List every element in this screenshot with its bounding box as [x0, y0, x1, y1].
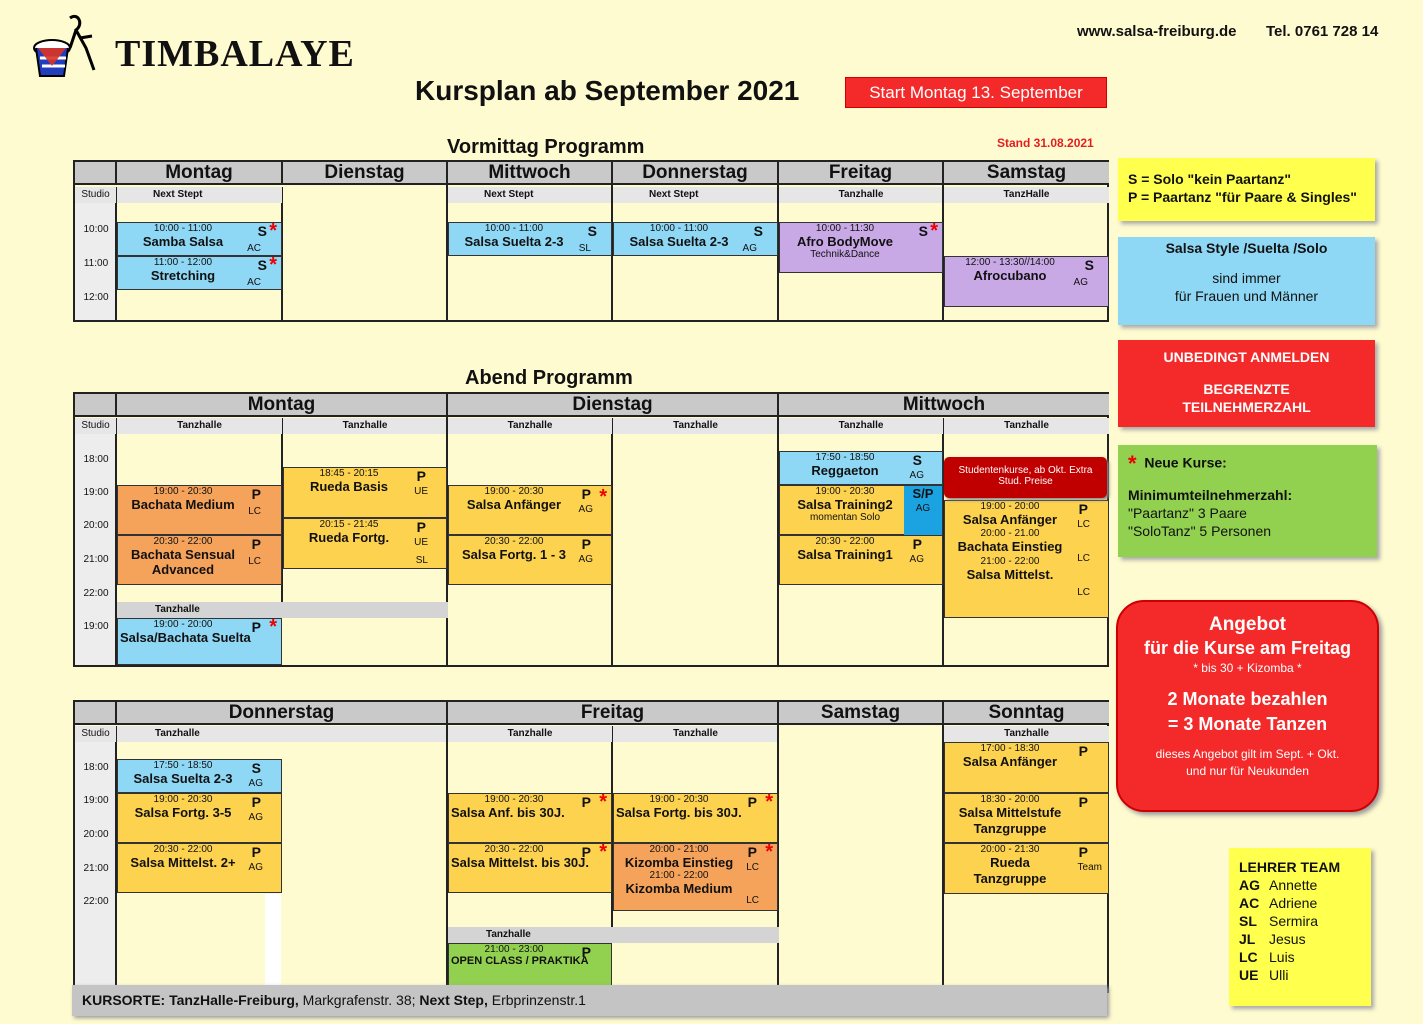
teacher-code: LC	[1239, 949, 1258, 965]
time-label: 19:00	[83, 621, 109, 632]
style-text: für Frauen und Männer	[1174, 288, 1319, 304]
course-type: S	[587, 223, 597, 239]
new-course-star: *	[269, 254, 277, 276]
min-pairs: "Paartanz" 3 Paare	[1128, 505, 1247, 521]
studio-label: Studio	[75, 187, 117, 203]
course-type: P	[251, 794, 261, 810]
new-course-star: *	[930, 220, 938, 242]
teacher-code: SL	[578, 243, 591, 254]
course-block[interactable]	[117, 485, 282, 535]
teacher-team-note	[1229, 848, 1371, 1006]
studio-header	[75, 162, 117, 185]
course-time: 21:00 - 22:00	[649, 870, 709, 881]
time-label: 18:00	[83, 762, 109, 773]
location-label: Tanzhalle	[117, 602, 448, 618]
teacher-code: AG	[909, 470, 924, 481]
time-label: 19:00	[83, 487, 109, 498]
team-list	[1239, 877, 1361, 983]
teacher-code: AG	[909, 554, 924, 565]
register-text: TEILNEHMERZAHL	[1182, 399, 1311, 415]
new-course-star: *	[1128, 451, 1137, 476]
course-type: P	[416, 468, 426, 484]
course-time: 19:00 - 20:30	[153, 486, 213, 497]
course-type: P	[581, 536, 591, 552]
course-name: Salsa Suelta 2-3	[133, 771, 233, 786]
course-block[interactable]	[117, 793, 282, 843]
teacher-code: Team	[1077, 862, 1102, 873]
course-time: 20:00 - 21:00	[649, 844, 709, 855]
location-label: TanzHalle	[944, 187, 1109, 203]
course-time: 17:50 - 18:50	[815, 452, 875, 463]
course-block[interactable]	[779, 485, 943, 535]
new-course-star: *	[269, 220, 277, 242]
teacher-name: Luis	[1269, 949, 1295, 965]
course-name: Salsa Fortg. 3-5	[134, 805, 232, 820]
offer-dance: = 3 Monate Tanzen	[1167, 714, 1328, 734]
day-header: Sonntag	[944, 702, 1109, 725]
course-time: 18:30 - 20:00	[980, 794, 1040, 805]
teacher-name: Ulli	[1269, 967, 1289, 983]
course-time: 19:00 - 20:00	[153, 619, 213, 630]
course-block[interactable]	[448, 535, 612, 585]
teacher-code: AG	[248, 862, 263, 873]
course-name: Bachata Medium	[131, 497, 235, 512]
page-title: Kursplan ab September 2021	[415, 75, 800, 106]
course-time: 19:00 - 20:30	[815, 486, 875, 497]
course-name: Bachata Einstieg	[957, 539, 1063, 554]
time-label: 21:00	[83, 863, 109, 874]
time-label: 20:00	[83, 829, 109, 840]
studio-label: Studio	[75, 418, 117, 434]
white-strip	[265, 894, 281, 991]
course-time: 19:00 - 20:00	[980, 501, 1040, 512]
course-name: Salsa Training1	[797, 547, 893, 562]
course-name: Salsa/Bachata Suelta	[120, 630, 251, 645]
course-block[interactable]	[448, 843, 612, 893]
teacher-code: UE	[414, 537, 428, 548]
course-type: S	[257, 257, 267, 273]
course-name: Salsa Mittelst.	[966, 567, 1054, 582]
course-time: 20:30 - 22:00	[153, 536, 213, 547]
new-courses-heading	[1128, 451, 1367, 477]
new-course-star: *	[599, 841, 607, 863]
course-type: S	[918, 223, 928, 239]
course-type: S/P	[912, 486, 934, 501]
course-block[interactable]	[448, 222, 612, 256]
course-type: P	[1078, 794, 1088, 810]
student-course-badge[interactable]: Studentenkurse, ab Okt. Extra Stud. Preise	[944, 457, 1107, 498]
teacher-name: Adriene	[1269, 895, 1318, 911]
course-time: 21:00 - 22:00	[980, 556, 1040, 567]
offer-validity: dieses Angebot gilt im Sept. + Okt.	[1155, 747, 1340, 761]
course-block[interactable]	[448, 943, 612, 991]
teacher-code: LC	[248, 556, 261, 567]
day-header: Mittwoch	[448, 162, 613, 185]
course-type: S	[753, 223, 763, 239]
course-name: Rueda Basis	[309, 479, 389, 494]
location-label: Next Stept	[448, 187, 613, 203]
teacher-code: AC	[1239, 895, 1260, 911]
team-member	[1239, 913, 1361, 929]
course-type: P	[251, 486, 261, 502]
offer-subtitle: für die Kurse am Freitag	[1143, 638, 1352, 658]
course-name: Afrocubano	[973, 268, 1047, 283]
course-block[interactable]	[117, 535, 282, 585]
brand-name: TIMBALAYE	[115, 33, 355, 75]
course-block[interactable]	[779, 451, 943, 485]
course-time: 20:00 - 21.00	[980, 528, 1040, 539]
evening-table-2	[73, 700, 1109, 993]
time-label: 21:00	[83, 554, 109, 565]
time-label: 22:00	[83, 588, 109, 599]
morning-table	[73, 160, 1109, 322]
teacher-code: AC	[247, 277, 261, 288]
register-text: UNBEDINGT ANMELDEN	[1163, 349, 1330, 365]
course-name: Bachata Sensual Advanced	[130, 547, 236, 577]
team-member	[1239, 967, 1361, 983]
morning-title: Vormittag Programm	[447, 136, 645, 158]
teacher-code: LC	[1077, 587, 1090, 598]
course-time: 11:00 - 12:00	[153, 257, 213, 268]
course-name: Stretching	[150, 268, 216, 283]
teacher-code: LC	[746, 862, 759, 873]
course-time: 19:00 - 20:30	[649, 794, 709, 805]
course-time: 17:50 - 18:50	[153, 760, 213, 771]
course-time: 20:30 - 22:00	[153, 844, 213, 855]
team-member	[1239, 877, 1361, 893]
teacher-code: AG	[248, 778, 263, 789]
legend-pair: P = Paartanz "für Paare & Singles"	[1128, 189, 1357, 205]
time-label: 18:00	[83, 454, 109, 465]
course-name: Salsa Anfänger	[962, 754, 1058, 769]
day-header: Samstag	[779, 702, 944, 725]
course-block[interactable]	[448, 793, 612, 843]
teacher-code: SL	[1239, 913, 1257, 929]
course-name: Reggaeton	[811, 463, 879, 478]
studio-header	[75, 702, 117, 725]
course-name: Rueda Fortg.	[308, 530, 390, 545]
offer-validity: und nur für Neukunden	[1186, 764, 1309, 778]
course-type: P	[251, 844, 261, 860]
course-type: S	[251, 760, 261, 776]
course-time: 19:00 - 20:30	[484, 486, 544, 497]
day-header: Montag	[117, 394, 448, 417]
course-time: 21:00 - 23:00	[484, 944, 544, 955]
course-time: 20:30 - 22:00	[815, 536, 875, 547]
time-label: 20:00	[83, 520, 109, 531]
day-header: Freitag	[448, 702, 779, 725]
course-name: Kizomba Einstieg	[624, 855, 734, 870]
new-courses-title: Neue Kurse:	[1144, 454, 1227, 471]
register-note	[1118, 340, 1375, 427]
course-block[interactable]	[944, 256, 1109, 307]
course-type: P	[912, 536, 922, 552]
course-name: Salsa Fortg. 1 - 3	[461, 547, 567, 562]
course-type: P	[251, 536, 261, 552]
course-time: 10:00 - 11:00	[484, 223, 544, 234]
location-label: Tanzhalle	[944, 726, 1109, 742]
course-time: 20:00 - 21:30	[980, 844, 1040, 855]
course-block[interactable]	[613, 793, 778, 843]
course-note: momentan Solo	[809, 512, 881, 523]
teacher-code: AC	[247, 243, 261, 254]
course-name: Salsa Mittelst. bis 30J.	[451, 855, 590, 870]
location-label: Tanzhalle	[613, 726, 779, 742]
course-time: 10:00 - 11:00	[153, 223, 213, 234]
course-type: P	[581, 486, 591, 502]
course-block[interactable]	[117, 256, 282, 290]
teacher-code: UE	[1239, 967, 1259, 983]
course-block[interactable]	[779, 535, 943, 585]
time-label: 12:00	[83, 292, 109, 303]
time-label: 22:00	[83, 896, 109, 907]
course-name: Salsa Anf. bis 30J.	[451, 805, 565, 820]
studio-label: Studio	[75, 726, 117, 742]
min-participants: Minimumteilnehmerzahl:	[1128, 487, 1293, 503]
course-name: Salsa Mittelstufe Tanzgruppe	[958, 805, 1062, 836]
time-label: 11:00	[83, 258, 109, 269]
style-text: sind immer	[1212, 270, 1281, 286]
team-member	[1239, 949, 1361, 965]
course-block[interactable]	[944, 742, 1109, 793]
course-name: Rueda Tanzgruppe	[973, 855, 1047, 886]
course-type: P	[1078, 844, 1088, 860]
day-header: Donnerstag	[613, 162, 779, 185]
location-label: Tanzhalle	[448, 726, 613, 742]
offer-conditions: * bis 30 + Kizomba *	[1193, 661, 1302, 675]
new-course-star: *	[765, 791, 773, 813]
course-block[interactable]	[283, 518, 447, 569]
course-block[interactable]	[117, 759, 282, 793]
day-header: Mittwoch	[779, 394, 1109, 417]
course-block[interactable]	[944, 793, 1109, 843]
time-label: 19:00	[83, 795, 109, 806]
course-time: 19:00 - 20:30	[153, 794, 213, 805]
course-type: S	[257, 223, 267, 239]
style-title: Salsa Style /Suelta /Solo	[1165, 240, 1328, 256]
location-label: Tanzhalle	[613, 418, 779, 434]
teacher-name: Annette	[1269, 877, 1318, 893]
course-name: Salsa Suelta 2-3	[464, 234, 564, 249]
day-header: Freitag	[779, 162, 944, 185]
teacher-code: LC	[1077, 519, 1090, 530]
new-course-star: *	[269, 616, 277, 638]
evening-title: Abend Programm	[465, 367, 633, 389]
course-name: Salsa Anfänger	[962, 512, 1058, 527]
course-time: 10:00 - 11:30	[815, 223, 875, 234]
teacher-code: LC	[248, 506, 261, 517]
course-name: Salsa Fortg. bis 30J.	[616, 805, 742, 820]
location-label: Next Stept	[613, 187, 779, 203]
course-time: 10:00 - 11:00	[649, 223, 709, 234]
new-course-star: *	[765, 841, 773, 863]
teacher-code: AG	[578, 504, 593, 515]
course-note: Technik&Dance	[810, 249, 880, 260]
teacher-code: SL	[415, 555, 428, 566]
teacher-code: AG	[578, 554, 593, 565]
teacher-code: AG	[248, 812, 263, 823]
course-name: Salsa Suelta 2-3	[629, 234, 729, 249]
course-block[interactable]	[779, 222, 943, 273]
course-type: P	[1078, 743, 1088, 759]
location-label: Tanzhalle	[448, 418, 613, 434]
location-label: Tanzhalle	[779, 418, 944, 434]
course-block[interactable]	[613, 843, 778, 911]
style-note	[1118, 237, 1375, 325]
team-member	[1239, 931, 1361, 947]
location-label: Tanzhalle	[283, 418, 448, 434]
course-type: P	[581, 794, 591, 810]
course-type: P	[251, 619, 261, 635]
location-label: Tanzhalle	[117, 726, 448, 742]
teacher-code: AG	[1239, 877, 1260, 893]
course-name: Salsa Mittelst. 2+	[130, 855, 236, 870]
offer-title: Angebot	[1208, 614, 1287, 635]
studio-header	[75, 394, 117, 417]
course-time: 18:45 - 20:15	[319, 468, 379, 479]
course-block[interactable]	[613, 222, 778, 256]
teacher-code: AG	[915, 503, 931, 514]
course-time: 12:00 - 13:30//14:00	[965, 257, 1055, 268]
teacher-code: JL	[1239, 931, 1256, 947]
day-header: Samstag	[944, 162, 1109, 185]
location-label: Next Stept	[117, 187, 283, 203]
course-name: OPEN CLASS / PRAKTIKA	[451, 955, 589, 967]
course-type: P	[581, 844, 591, 860]
location-label: Tanzhalle	[448, 927, 779, 943]
course-time: 20:30 - 22:00	[484, 536, 544, 547]
course-type: P	[416, 519, 426, 535]
website-link[interactable]: www.salsa-freiburg.de	[1077, 23, 1237, 40]
legend-solo: S = Solo "kein Paartanz"	[1128, 171, 1292, 187]
course-block[interactable]	[283, 467, 447, 518]
teacher-name: Sermira	[1269, 913, 1319, 929]
course-block[interactable]	[448, 485, 612, 535]
teacher-code: AG	[742, 243, 757, 254]
footer-address: Erbprinzenstr.1	[491, 992, 586, 1008]
day-header: Dienstag	[283, 162, 448, 185]
offer-pay: 2 Monate bezahlen	[1167, 689, 1328, 709]
course-name: Kizomba Medium	[625, 881, 733, 896]
solo-pair-marker	[904, 486, 942, 535]
course-time: 19:00 - 20:30	[484, 794, 544, 805]
course-time: 20:30 - 22:00	[484, 844, 544, 855]
start-date-button[interactable]: Start Montag 13. September	[845, 77, 1107, 108]
course-block[interactable]	[117, 618, 282, 665]
course-block[interactable]	[117, 222, 282, 256]
course-time: 20:15 - 21:45	[319, 519, 379, 530]
new-courses-note	[1118, 445, 1377, 557]
team-member	[1239, 895, 1361, 911]
new-course-star: *	[599, 486, 607, 508]
phone-number: Tel. 0761 728 14	[1266, 23, 1379, 40]
course-type: S	[912, 452, 922, 468]
course-time: 17:00 - 18:30	[980, 743, 1040, 754]
offer-box[interactable]	[1116, 600, 1379, 812]
location-label: Tanzhalle	[117, 418, 283, 434]
footer-location: Next Step,	[419, 992, 488, 1008]
course-name: Afro BodyMove	[796, 234, 894, 249]
course-type: P	[1078, 501, 1088, 517]
course-block[interactable]	[944, 500, 1109, 618]
location-footer	[72, 985, 1107, 1016]
course-name: Salsa Anfänger	[466, 497, 562, 512]
course-name: Samba Salsa	[142, 234, 224, 249]
footer-location: TanzHalle-Freiburg,	[169, 992, 299, 1008]
course-type: P	[747, 794, 757, 810]
day-header: Dienstag	[448, 394, 779, 417]
course-name: Salsa Training2	[797, 497, 893, 512]
course-type: P	[581, 944, 591, 960]
day-header: Donnerstag	[117, 702, 448, 725]
evening-table-1	[73, 392, 1109, 667]
teacher-code: UE	[414, 486, 428, 497]
time-label: 10:00	[83, 224, 109, 235]
course-block[interactable]	[944, 843, 1109, 894]
register-text: BEGRENZTE	[1203, 381, 1290, 397]
location-label: Tanzhalle	[779, 187, 944, 203]
location-label: Tanzhalle	[944, 418, 1109, 434]
legend-note	[1118, 158, 1375, 221]
course-block[interactable]	[117, 843, 282, 893]
footer-label: KURSORTE:	[82, 992, 166, 1008]
team-title: LEHRER TEAM	[1239, 859, 1341, 875]
course-type: P	[747, 844, 757, 860]
footer-address: Markgrafenstr. 38;	[302, 992, 416, 1008]
logo-icon	[30, 8, 98, 80]
teacher-code: LC	[746, 895, 759, 906]
stand-date: Stand 31.08.2021	[997, 136, 1094, 150]
day-header: Montag	[117, 162, 283, 185]
teacher-code: AG	[1073, 277, 1088, 288]
min-solo: "SoloTanz" 5 Personen	[1128, 523, 1272, 539]
new-course-star: *	[599, 791, 607, 813]
teacher-code: LC	[1077, 553, 1090, 564]
course-type: S	[1084, 257, 1094, 273]
teacher-name: Jesus	[1269, 931, 1306, 947]
